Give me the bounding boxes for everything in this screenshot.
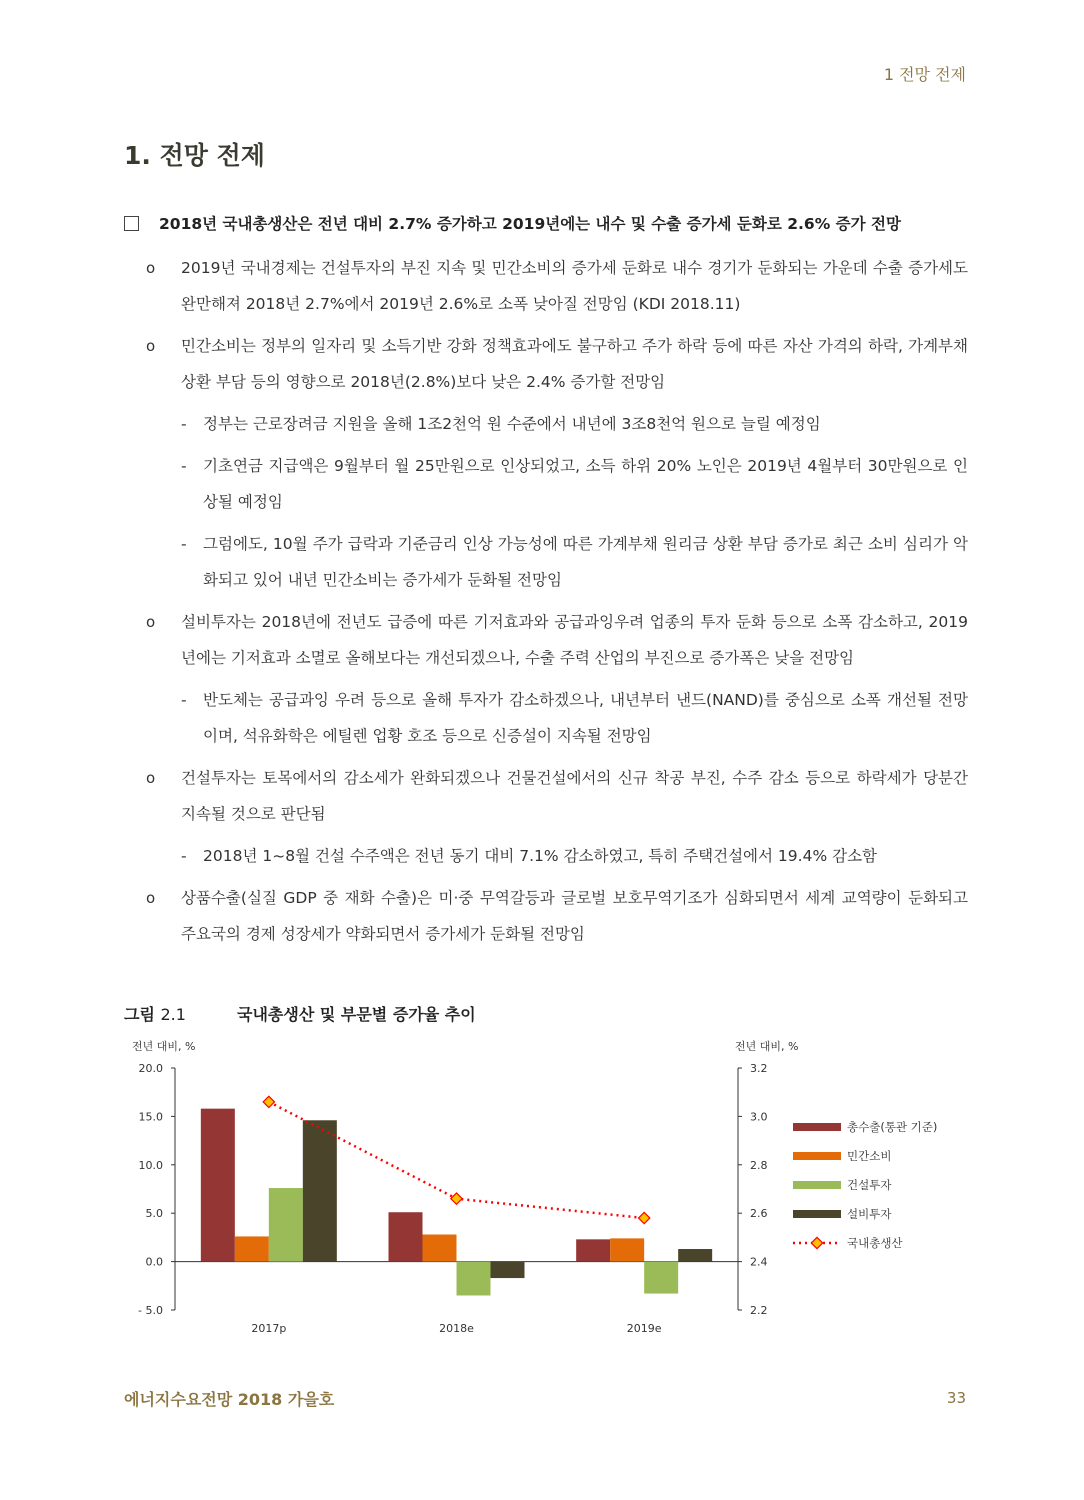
page-number: 33 — [946, 1389, 966, 1407]
figure-label: 그림 — [124, 1005, 155, 1024]
left-tick-label: 10.0 — [138, 1158, 163, 1172]
right-tick-label: 2.6 — [750, 1207, 768, 1221]
paragraph-text: 상품수출(실질 GDP 중 재화 수출)은 미·중 무역갈등과 글로벌 보호무역기조가 심화되면서 세계 교역량이 둔화되고 주요국의 경제 성장세가 약화되면서 증가세가 둔화될 전망임 — [181, 889, 968, 943]
bullet-marker: o — [146, 613, 156, 631]
dash-marker: - — [181, 691, 187, 709]
gdp-point — [639, 1212, 650, 1223]
legend-label: 건설투자 — [847, 1178, 892, 1192]
figure-number — [124, 1002, 237, 1025]
gdp-point — [451, 1193, 462, 1204]
bullet-paragraph — [0, 760, 1084, 832]
figure-caption — [124, 1002, 476, 1025]
legend-swatch — [793, 1123, 841, 1131]
bullet-paragraph — [0, 604, 1084, 676]
right-tick-label: 3.2 — [750, 1062, 768, 1075]
bar-4 — [678, 1249, 712, 1262]
bar-3 — [644, 1262, 678, 1294]
legend-label: 민간소비 — [847, 1149, 892, 1163]
dash-marker: - — [181, 457, 187, 475]
bullet-paragraph — [0, 328, 1084, 400]
left-tick-label: 5.0 — [145, 1207, 163, 1221]
checkbox-square-icon — [124, 216, 139, 231]
sub-bullet-paragraph — [0, 448, 1084, 520]
bullet-paragraph — [0, 880, 1084, 952]
bar-4 — [491, 1262, 525, 1278]
x-tick-label: 2017p — [251, 1322, 287, 1335]
bar-2 — [610, 1238, 644, 1261]
left-tick-label: - 5.0 — [138, 1304, 163, 1317]
paragraph-text: 2018년 1~8월 건설 수주액은 전년 동기 대비 7.1% 감소하였고, 특히 주택건설에서 19.4% 감소함 — [203, 847, 878, 865]
legend-label: 총수출(통관 기준) — [847, 1120, 938, 1134]
left-tick-label: 0.0 — [145, 1255, 163, 1269]
bar-3 — [457, 1262, 491, 1296]
bullet-marker: o — [146, 889, 156, 907]
bullet-paragraph — [0, 250, 1084, 322]
headline-text: 2018년 국내총생산은 전년 대비 2.7% 증가하고 2019년에는 내수 및 수출 증가세 둔화로 2.6% 증가 전망 — [159, 215, 901, 233]
bar-4 — [303, 1120, 337, 1261]
x-tick-label: 2018e — [439, 1322, 474, 1335]
footer-publication: 에너지수요전망 2018 가을호 — [124, 1390, 335, 1409]
bar-2 — [235, 1236, 269, 1261]
paragraph-text: 그럼에도, 10월 주가 급락과 기준금리 인상 가능성에 따른 가계부채 원리금 상환 부담 증가로 최근 소비 심리가 악화되고 있어 내년 민간소비는 증가세가 둔화될 전망임 — [203, 535, 968, 589]
x-tick-label: 2019e — [626, 1322, 662, 1335]
left-tick-label: 20.0 — [138, 1062, 163, 1075]
right-tick-label: 3.0 — [750, 1110, 768, 1124]
running-header: 1 전망 전제 — [883, 65, 966, 84]
dash-marker: - — [181, 847, 187, 865]
legend-swatch — [793, 1152, 841, 1160]
body-text — [0, 250, 1084, 958]
right-tick-label: 2.8 — [750, 1158, 768, 1172]
bar-2 — [423, 1234, 457, 1261]
gdp-point — [263, 1096, 274, 1107]
figure-title: 국내총생산 및 부문별 증가율 추이 — [237, 1005, 476, 1024]
left-tick-label: 15.0 — [138, 1110, 163, 1124]
sub-bullet-paragraph — [0, 682, 1084, 754]
paragraph-text: 반도체는 공급과잉 우려 등으로 올해 투자가 감소하겠으나, 내년부터 낸드(NAND)를 중심으로 소폭 개선될 전망이며, 석유화학은 에틸렌 업황 호조 등으로 신증설이 지속될 전망임 — [203, 691, 968, 745]
paragraph-text: 2019년 국내경제는 건설투자의 부진 지속 및 민간소비의 증가세 둔화로 내수 경기가 둔화되는 가운데 수출 증가세도 완만해져 2018년 2.7%에서 2019년 2.6%로 소폭 낮아질 전망임 (KDI 2018.11) — [181, 259, 968, 313]
dash-marker: - — [181, 415, 187, 433]
sub-bullet-paragraph — [0, 838, 1084, 874]
paragraph-text: 민간소비는 정부의 일자리 및 소득기반 강화 정책효과에도 불구하고 주가 하락 등에 따른 자산 가격의 하락, 가계부채 상환 부담 등의 영향으로 2018년(2.8%)보다 낮은 2.4% 증가할 전망임 — [181, 337, 968, 391]
legend-marker — [811, 1237, 822, 1248]
paragraph-text: 설비투자는 2018년에 전년도 급증에 따른 기저효과와 공급과잉우려 업종의 투자 둔화 등으로 소폭 감소하고, 2019년에는 기저효과 소멸로 올해보다는 개선되겠으나, 수출 주력 산업의 부진으로 증가폭은 낮을 전망임 — [181, 613, 968, 667]
bullet-marker: o — [146, 337, 156, 355]
sub-bullet-paragraph — [0, 526, 1084, 598]
bar-3 — [269, 1188, 303, 1262]
sub-bullet-paragraph — [0, 406, 1084, 442]
legend-label: 설비투자 — [847, 1207, 892, 1221]
legend-label: 국내총생산 — [847, 1236, 903, 1250]
right-tick-label: 2.2 — [750, 1304, 768, 1317]
bar-1 — [576, 1239, 610, 1261]
legend-swatch — [793, 1210, 841, 1218]
bullet-marker: o — [146, 769, 156, 787]
legend-swatch — [793, 1181, 841, 1189]
right-axis-unit: 전년 대비, % — [735, 1040, 799, 1053]
left-axis-unit: 전년 대비, % — [132, 1040, 196, 1053]
paragraph-text: 건설투자는 토목에서의 감소세가 완화되겠으나 건물건설에서의 신규 착공 부진, 수주 감소 등으로 하락세가 당분간 지속될 것으로 판단됨 — [181, 769, 968, 823]
bar-1 — [389, 1212, 423, 1261]
paragraph-text: 정부는 근로장려금 지원을 올해 1조2천억 원 수준에서 내년에 3조8천억 원으로 늘릴 예정임 — [203, 415, 821, 433]
bullet-marker: o — [146, 259, 156, 277]
dash-marker: - — [181, 535, 187, 553]
paragraph-text: 기초연금 지급액은 9월부터 월 25만원으로 인상되었고, 소득 하위 20% 노인은 2019년 4월부터 30만원으로 인상될 예정임 — [203, 457, 968, 511]
right-tick-label: 2.4 — [750, 1255, 768, 1269]
section-title: 1. 전망 전제 — [124, 141, 265, 170]
bar-1 — [201, 1109, 235, 1262]
headline — [124, 212, 974, 234]
figure-index: 2.1 — [160, 1005, 186, 1024]
chart — [120, 1030, 980, 1350]
